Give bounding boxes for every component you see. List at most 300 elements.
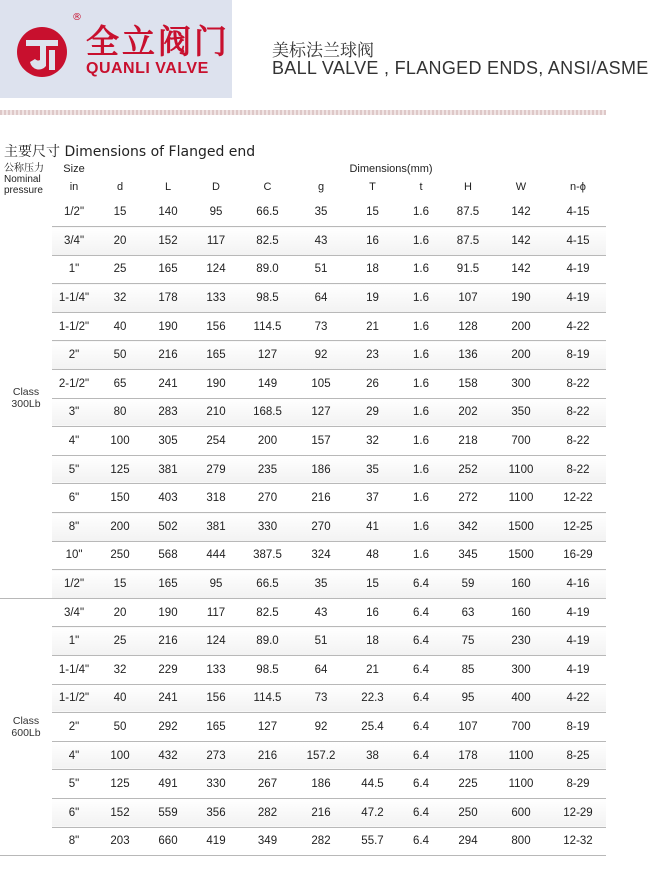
dimension-cell-d: 156	[192, 312, 240, 341]
dimension-cell-d: 165	[192, 713, 240, 742]
size-cell: 1"	[52, 627, 96, 656]
pressure-header-cn: 公称压力	[4, 163, 44, 174]
dimension-cell-w: 190	[492, 284, 550, 313]
dimension-cell-h: 75	[444, 627, 492, 656]
dimension-cell-t: 23	[347, 341, 398, 370]
dimension-cell-l: 241	[144, 684, 192, 713]
table-row	[0, 455, 606, 484]
dimension-cell-t: 38	[347, 741, 398, 770]
table-row	[0, 255, 606, 284]
dimension-cell-t: 1.6	[398, 513, 444, 542]
dimension-cell-t: 35	[347, 455, 398, 484]
dimension-cell-t: 47.2	[347, 798, 398, 827]
dimension-cell-l: 165	[144, 255, 192, 284]
dimension-cell-d: 124	[192, 627, 240, 656]
dimension-cell-t: 48	[347, 541, 398, 570]
logo-area	[0, 0, 232, 98]
column-header: d	[116, 181, 124, 193]
dimension-cell-d: 254	[192, 427, 240, 456]
dimension-cell-t: 15	[347, 570, 398, 599]
dimension-cell-h: 87.5	[444, 198, 492, 227]
dimension-cell-c: 149	[240, 370, 295, 399]
size-cell: 1-1/2"	[52, 684, 96, 713]
dimension-cell-d: 117	[192, 598, 240, 627]
pressure-class-label: 600Lb	[11, 726, 41, 739]
dimension-cell-l: 190	[144, 598, 192, 627]
dimension-cell-d: 50	[96, 341, 144, 370]
pressure-header-en2: pressure	[4, 185, 43, 196]
dimension-cell-g: 270	[295, 513, 347, 542]
dimension-cell-t: 1.6	[398, 398, 444, 427]
dimension-cell-n: 8-19	[550, 713, 606, 742]
dimension-cell-t: 29	[347, 398, 398, 427]
dimension-cell-t: 25.4	[347, 713, 398, 742]
dimension-cell-n: 16-29	[550, 541, 606, 570]
table-row	[0, 484, 606, 513]
column-header: C	[263, 181, 272, 193]
dimension-cell-h: 91.5	[444, 255, 492, 284]
dimension-cell-d: 100	[96, 427, 144, 456]
dimension-cell-t: 1.6	[398, 370, 444, 399]
dimension-cell-g: 64	[295, 656, 347, 685]
dimension-cell-d: 318	[192, 484, 240, 513]
size-cell: 4"	[52, 741, 96, 770]
dimension-cell-n: 4-15	[550, 227, 606, 256]
dimension-cell-t: 1.6	[398, 255, 444, 284]
dimension-cell-d: 65	[96, 370, 144, 399]
dimension-cell-g: 35	[295, 570, 347, 599]
table-header	[0, 161, 606, 198]
size-cell: 1/2"	[52, 198, 96, 227]
dimension-cell-t: 6.4	[398, 770, 444, 799]
size-cell: 5"	[52, 455, 96, 484]
dimension-cell-l: 152	[144, 227, 192, 256]
dimensions-table	[0, 161, 606, 856]
header-divider	[0, 110, 606, 115]
dimension-cell-t: 19	[347, 284, 398, 313]
dimension-cell-t: 6.4	[398, 827, 444, 856]
dimension-cell-t: 6.4	[398, 798, 444, 827]
dimension-cell-c: 387.5	[240, 541, 295, 570]
dimension-cell-t: 6.4	[398, 713, 444, 742]
dimension-cell-d: 250	[96, 541, 144, 570]
dimension-cell-w: 200	[492, 312, 550, 341]
dimension-cell-l: 305	[144, 427, 192, 456]
size-cell: 1"	[52, 255, 96, 284]
dimension-cell-c: 200	[240, 427, 295, 456]
product-title-cn: 美标法兰球阀	[272, 41, 374, 61]
dimension-cell-d: 381	[192, 513, 240, 542]
dimension-cell-t: 1.6	[398, 341, 444, 370]
dimension-cell-d: 125	[96, 455, 144, 484]
dimension-cell-t: 1.6	[398, 541, 444, 570]
dimension-cell-h: 107	[444, 713, 492, 742]
column-header: g	[317, 181, 325, 193]
table-row	[0, 798, 606, 827]
dimension-cell-c: 349	[240, 827, 295, 856]
dimension-cell-d: 32	[96, 284, 144, 313]
dimension-cell-d: 95	[192, 198, 240, 227]
dimension-cell-l: 660	[144, 827, 192, 856]
dimension-cell-c: 66.5	[240, 198, 295, 227]
dimension-cell-d: 20	[96, 227, 144, 256]
dimension-cell-t: 37	[347, 484, 398, 513]
dimension-cell-h: 218	[444, 427, 492, 456]
dimension-cell-t: 1.6	[398, 284, 444, 313]
dimension-cell-d: 25	[96, 627, 144, 656]
dimension-cell-d: 279	[192, 455, 240, 484]
dimension-cell-w: 700	[492, 713, 550, 742]
size-cell: 2"	[52, 713, 96, 742]
dimension-cell-c: 168.5	[240, 398, 295, 427]
dimension-cell-w: 160	[492, 598, 550, 627]
size-cell: 1-1/2"	[52, 312, 96, 341]
dimension-cell-d: 100	[96, 741, 144, 770]
table-row	[0, 370, 606, 399]
dimension-cell-t: 6.4	[398, 570, 444, 599]
dimension-cell-t: 16	[347, 227, 398, 256]
dimension-cell-w: 142	[492, 227, 550, 256]
dimension-cell-w: 300	[492, 656, 550, 685]
dimension-cell-w: 800	[492, 827, 550, 856]
dimension-cell-l: 229	[144, 656, 192, 685]
dimension-cell-g: 157.2	[295, 741, 347, 770]
table-row	[0, 513, 606, 542]
dimension-cell-h: 202	[444, 398, 492, 427]
dimension-cell-d: 200	[96, 513, 144, 542]
table-row	[0, 341, 606, 370]
dimension-cell-w: 600	[492, 798, 550, 827]
dimension-cell-g: 105	[295, 370, 347, 399]
pressure-class-label: Class	[12, 385, 40, 398]
table-body	[0, 198, 606, 856]
dimension-cell-n: 4-19	[550, 284, 606, 313]
table-row	[0, 398, 606, 427]
dimension-cell-w: 1100	[492, 741, 550, 770]
dimension-cell-n: 8-22	[550, 370, 606, 399]
dimension-cell-g: 51	[295, 627, 347, 656]
dimension-cell-h: 250	[444, 798, 492, 827]
table-row	[0, 656, 606, 685]
product-title-en: BALL VALVE , FLANGED ENDS, ANSI/ASME	[272, 58, 649, 78]
dimension-cell-t: 1.6	[398, 427, 444, 456]
dimension-cell-w: 142	[492, 255, 550, 284]
dimension-cell-t: 6.4	[398, 684, 444, 713]
dimension-cell-g: 186	[295, 455, 347, 484]
registered-mark: ®	[72, 12, 82, 23]
dimension-cell-d: 20	[96, 598, 144, 627]
dimension-cell-d: 330	[192, 770, 240, 799]
dimension-cell-g: 92	[295, 341, 347, 370]
dimension-cell-w: 400	[492, 684, 550, 713]
table-row	[0, 427, 606, 456]
dimension-cell-n: 8-22	[550, 427, 606, 456]
size-cell: 2"	[52, 341, 96, 370]
column-header: n-ϕ	[570, 181, 586, 193]
dimension-cell-t: 21	[347, 312, 398, 341]
dimension-cell-g: 92	[295, 713, 347, 742]
dimension-cell-g: 64	[295, 284, 347, 313]
dimension-cell-l: 432	[144, 741, 192, 770]
dimension-cell-h: 158	[444, 370, 492, 399]
dimension-cell-d: 15	[96, 198, 144, 227]
dimension-cell-t: 15	[347, 198, 398, 227]
table-row	[0, 741, 606, 770]
dimension-cell-d: 190	[192, 370, 240, 399]
dimension-cell-g: 73	[295, 312, 347, 341]
dimension-cell-d: 40	[96, 684, 144, 713]
size-cell: 3/4"	[52, 598, 96, 627]
pressure-class-label: Class	[12, 714, 40, 727]
pressure-header-en1: Nominal	[4, 174, 41, 185]
dimension-cell-l: 491	[144, 770, 192, 799]
dimension-cell-l: 559	[144, 798, 192, 827]
table-row	[0, 598, 606, 627]
size-cell: 5"	[52, 770, 96, 799]
dimension-cell-g: 43	[295, 227, 347, 256]
size-cell: 3"	[52, 398, 96, 427]
dimension-cell-t: 6.4	[398, 656, 444, 685]
dimension-cell-n: 12-22	[550, 484, 606, 513]
dimension-cell-c: 282	[240, 798, 295, 827]
dimension-cell-w: 142	[492, 198, 550, 227]
dimension-cell-l: 568	[144, 541, 192, 570]
pressure-class-cell	[0, 198, 52, 598]
dimension-cell-w: 300	[492, 370, 550, 399]
dimension-cell-g: 157	[295, 427, 347, 456]
dimension-cell-w: 1500	[492, 513, 550, 542]
size-cell: 1/2"	[52, 570, 96, 599]
dimension-cell-d: 40	[96, 312, 144, 341]
dimension-cell-c: 235	[240, 455, 295, 484]
dimension-cell-w: 700	[492, 427, 550, 456]
dimension-cell-g: 73	[295, 684, 347, 713]
dimension-cell-w: 1100	[492, 770, 550, 799]
dimension-cell-l: 190	[144, 312, 192, 341]
dimension-cell-c: 216	[240, 741, 295, 770]
size-header: Size	[63, 162, 85, 175]
dimension-cell-h: 294	[444, 827, 492, 856]
dimension-cell-w: 350	[492, 398, 550, 427]
dimension-cell-g: 35	[295, 198, 347, 227]
dimension-cell-n: 4-19	[550, 656, 606, 685]
dimension-cell-c: 89.0	[240, 627, 295, 656]
dimension-cell-h: 272	[444, 484, 492, 513]
dimension-cell-d: 80	[96, 398, 144, 427]
table-row	[0, 198, 606, 227]
table-row	[0, 570, 606, 599]
dimension-cell-t: 44.5	[347, 770, 398, 799]
dimension-cell-t: 22.3	[347, 684, 398, 713]
column-header: L	[164, 181, 172, 193]
column-header: H	[464, 181, 472, 193]
dimension-cell-d: 273	[192, 741, 240, 770]
dimension-cell-n: 4-19	[550, 598, 606, 627]
dimension-cell-t: 6.4	[398, 598, 444, 627]
column-header: W	[515, 181, 527, 193]
dimension-cell-w: 1100	[492, 455, 550, 484]
dimension-cell-c: 98.5	[240, 656, 295, 685]
dimension-cell-n: 4-15	[550, 198, 606, 227]
column-header: T	[369, 181, 376, 193]
dimension-cell-l: 381	[144, 455, 192, 484]
dimension-cell-c: 114.5	[240, 684, 295, 713]
size-cell: 6"	[52, 798, 96, 827]
dimension-cell-d: 165	[192, 341, 240, 370]
dimension-cell-t: 32	[347, 427, 398, 456]
dimension-cell-c: 330	[240, 513, 295, 542]
dimension-cell-d: 50	[96, 713, 144, 742]
pressure-class-cell	[0, 598, 52, 855]
dimension-cell-c: 127	[240, 713, 295, 742]
dimension-cell-c: 89.0	[240, 255, 295, 284]
dimension-cell-t: 26	[347, 370, 398, 399]
dimension-cell-d: 210	[192, 398, 240, 427]
dimension-cell-n: 8-22	[550, 455, 606, 484]
dimension-cell-d: 133	[192, 656, 240, 685]
dimension-cell-t: 1.6	[398, 312, 444, 341]
dimension-cell-c: 98.5	[240, 284, 295, 313]
dimension-cell-w: 1100	[492, 484, 550, 513]
pressure-class-label: 300Lb	[11, 397, 41, 410]
dimension-cell-h: 345	[444, 541, 492, 570]
dimension-cell-l: 292	[144, 713, 192, 742]
dimension-cell-l: 241	[144, 370, 192, 399]
dimension-cell-n: 8-29	[550, 770, 606, 799]
brand-name-cn: 全立阀门	[86, 22, 230, 61]
size-cell: 6"	[52, 484, 96, 513]
dimension-cell-t: 21	[347, 656, 398, 685]
dimension-cell-h: 128	[444, 312, 492, 341]
size-cell: 8"	[52, 513, 96, 542]
dimension-cell-l: 502	[144, 513, 192, 542]
dimension-cell-d: 203	[96, 827, 144, 856]
dimension-cell-t: 6.4	[398, 741, 444, 770]
dimension-cell-n: 8-22	[550, 398, 606, 427]
dimension-cell-l: 165	[144, 570, 192, 599]
quanli-logo-icon	[16, 26, 68, 78]
table-row	[0, 541, 606, 570]
dimension-cell-n: 12-25	[550, 513, 606, 542]
column-header: t	[419, 181, 423, 193]
dimension-cell-n: 8-19	[550, 341, 606, 370]
dimension-cell-g: 282	[295, 827, 347, 856]
dimension-cell-d: 152	[96, 798, 144, 827]
size-cell: 1-1/4"	[52, 656, 96, 685]
table-row	[0, 312, 606, 341]
dimension-cell-h: 107	[444, 284, 492, 313]
column-header: D	[212, 181, 220, 193]
dimension-cell-h: 342	[444, 513, 492, 542]
dimension-cell-l: 403	[144, 484, 192, 513]
dimension-cell-h: 87.5	[444, 227, 492, 256]
dimension-cell-n: 4-16	[550, 570, 606, 599]
table-row	[0, 227, 606, 256]
dimension-cell-l: 216	[144, 627, 192, 656]
dimension-cell-c: 267	[240, 770, 295, 799]
dimension-cell-g: 43	[295, 598, 347, 627]
dimension-cell-d: 32	[96, 656, 144, 685]
dimension-cell-d: 25	[96, 255, 144, 284]
page-header	[0, 0, 649, 118]
dimension-cell-t: 1.6	[398, 198, 444, 227]
dimension-cell-d: 124	[192, 255, 240, 284]
dimension-cell-t: 1.6	[398, 455, 444, 484]
dimension-cell-w: 1500	[492, 541, 550, 570]
dimension-cell-n: 12-29	[550, 798, 606, 827]
dimension-cell-l: 140	[144, 198, 192, 227]
dimension-cell-h: 178	[444, 741, 492, 770]
dimension-cell-g: 51	[295, 255, 347, 284]
table-row	[0, 827, 606, 856]
dimension-cell-g: 216	[295, 484, 347, 513]
dimension-cell-t: 1.6	[398, 484, 444, 513]
dimension-cell-g: 216	[295, 798, 347, 827]
nominal-pressure-header	[0, 161, 52, 198]
size-cell: 10"	[52, 541, 96, 570]
dimension-cell-d: 156	[192, 684, 240, 713]
dimension-cell-c: 66.5	[240, 570, 295, 599]
dimension-cell-g: 324	[295, 541, 347, 570]
dimension-cell-c: 114.5	[240, 312, 295, 341]
dimension-cell-d: 125	[96, 770, 144, 799]
dimension-cell-h: 59	[444, 570, 492, 599]
size-cell: 8"	[52, 827, 96, 856]
dimension-cell-n: 8-25	[550, 741, 606, 770]
brand-name-en: QUANLI VALVE	[86, 60, 209, 77]
table-row	[0, 713, 606, 742]
dimension-cell-l: 283	[144, 398, 192, 427]
dimension-cell-w: 230	[492, 627, 550, 656]
dimension-cell-t: 18	[347, 255, 398, 284]
table-row	[0, 770, 606, 799]
dimension-cell-w: 160	[492, 570, 550, 599]
dimension-cell-h: 85	[444, 656, 492, 685]
dimension-cell-d: 133	[192, 284, 240, 313]
dimension-cell-c: 82.5	[240, 598, 295, 627]
dimension-cell-n: 4-19	[550, 627, 606, 656]
size-unit-header: in	[69, 181, 79, 193]
dimensions-header: Dimensions(mm)	[349, 162, 433, 175]
dimension-cell-t: 55.7	[347, 827, 398, 856]
dimension-cell-d: 15	[96, 570, 144, 599]
table-row	[0, 284, 606, 313]
dimension-cell-c: 82.5	[240, 227, 295, 256]
dimension-cell-g: 127	[295, 398, 347, 427]
size-cell: 2-1/2"	[52, 370, 96, 399]
dimension-cell-c: 270	[240, 484, 295, 513]
dimension-cell-d: 419	[192, 827, 240, 856]
dimension-cell-l: 178	[144, 284, 192, 313]
dimension-cell-t: 41	[347, 513, 398, 542]
size-cell: 4"	[52, 427, 96, 456]
size-cell: 3/4"	[52, 227, 96, 256]
dimension-cell-t: 16	[347, 598, 398, 627]
dimension-cell-n: 4-19	[550, 255, 606, 284]
section-title: 主要尺寸 Dimensions of Flanged end	[4, 144, 256, 160]
dimension-cell-d: 117	[192, 227, 240, 256]
dimension-cell-g: 186	[295, 770, 347, 799]
dimension-cell-t: 6.4	[398, 627, 444, 656]
dimension-cell-h: 95	[444, 684, 492, 713]
dimension-cell-t: 1.6	[398, 227, 444, 256]
size-cell: 1-1/4"	[52, 284, 96, 313]
dimension-cell-h: 136	[444, 341, 492, 370]
dimension-cell-h: 252	[444, 455, 492, 484]
dimension-cell-d: 150	[96, 484, 144, 513]
dimension-cell-n: 12-32	[550, 827, 606, 856]
dimension-cell-n: 4-22	[550, 684, 606, 713]
